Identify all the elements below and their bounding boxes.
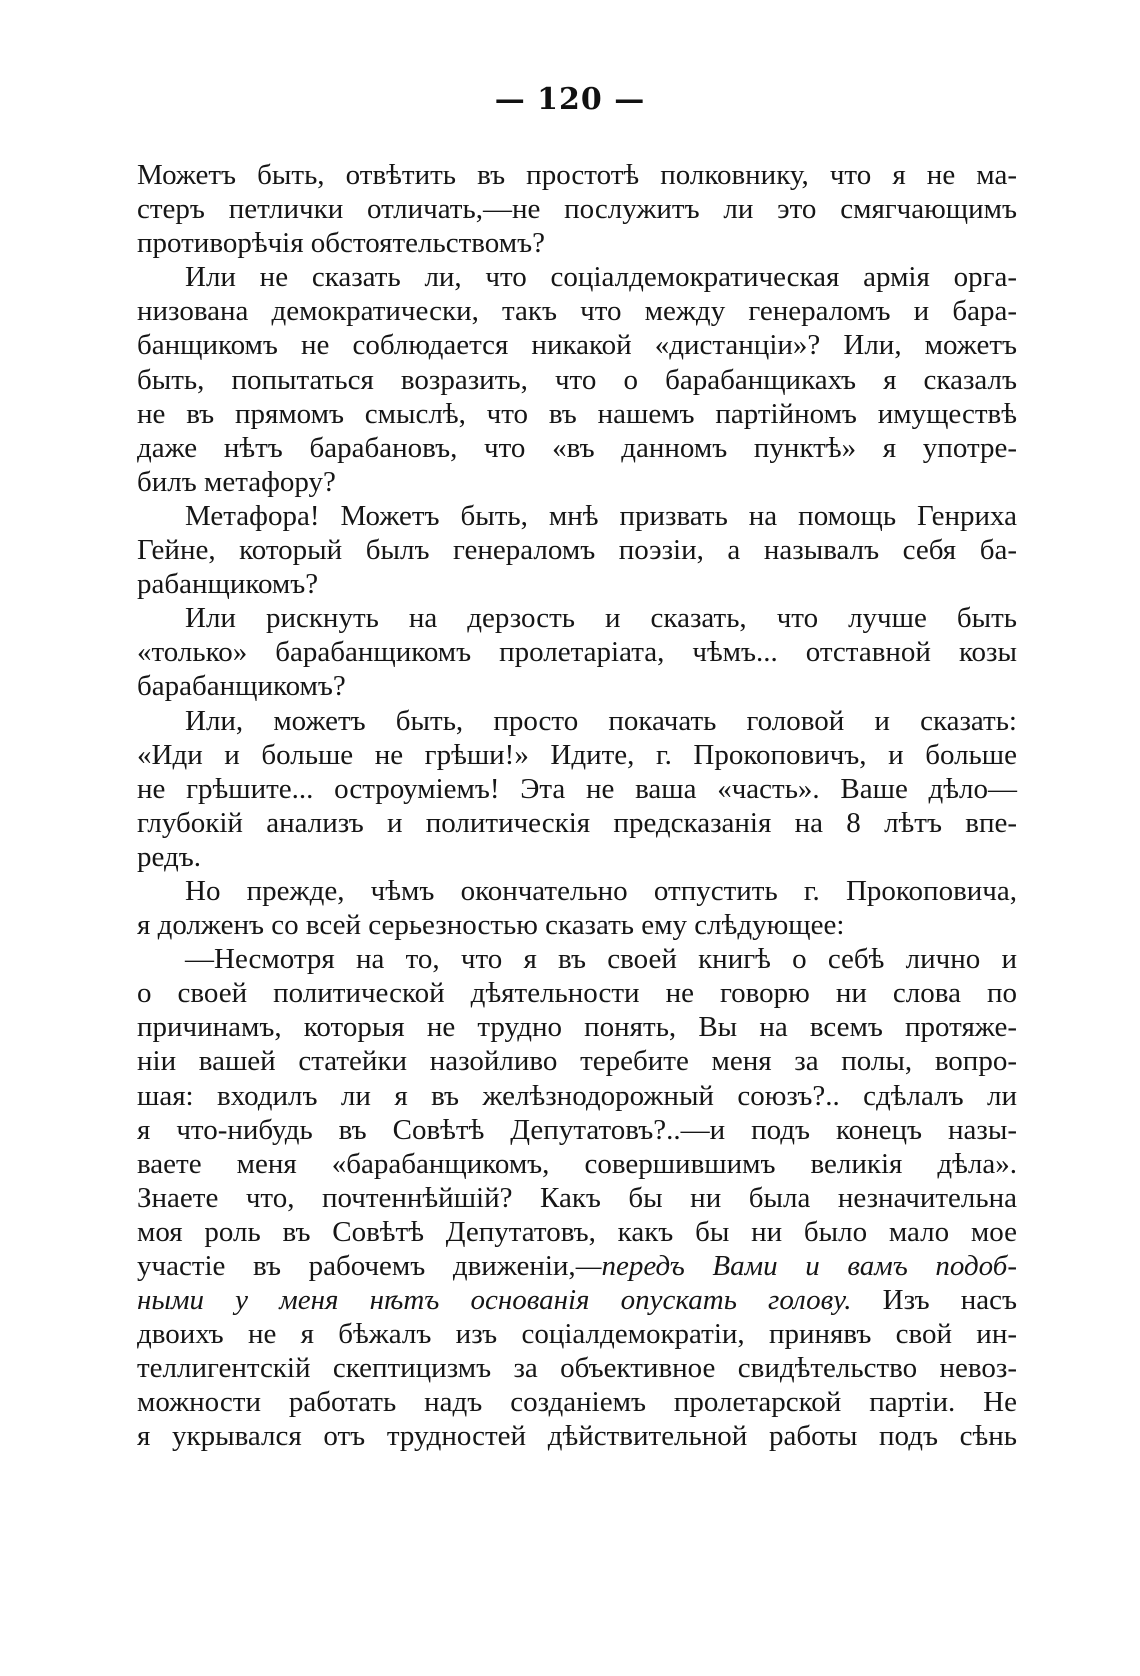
text-line: глубокій анализъ и политическія предсказанія на 8 лѣтъ впе- <box>137 806 1017 839</box>
text-line: банщикомъ не соблюдается никакой «дистанціи»? Или, можетъ <box>137 329 1017 362</box>
text-line: двоихъ не я бѣжалъ изъ соціалдемократіи, принявъ свой ин- <box>137 1318 1017 1351</box>
text-line: я что-нибудь въ Совѣтѣ Депутатовъ?..—и подъ конецъ назы- <box>137 1113 1017 1146</box>
text-line: барабанщикомъ? <box>137 670 346 703</box>
italic-emphasis: ными у меня нѣтъ основанія опускать голову. <box>137 1284 852 1317</box>
text-line: я укрывался отъ трудностей дѣйствительной работы подъ сѣнь <box>137 1420 1017 1453</box>
page-number: — 120 — <box>494 82 646 117</box>
italic-emphasis: —передъ Вами и вамъ подоб- <box>575 1250 1018 1282</box>
text-line: о своей политической дѣятельности не говорю ни слова по <box>137 977 1017 1010</box>
text-line: моя роль въ Совѣтѣ Депутатовъ, какъ бы ни было мало мое <box>137 1215 1017 1248</box>
text-line: Или рискнуть на дерзость и сказать, что лучше быть <box>185 602 1017 635</box>
text-line: ваете меня «барабанщикомъ, совершившимъ великія дѣла». <box>137 1147 1017 1180</box>
paragraph-1 <box>137 158 1017 260</box>
text-line: «только» барабанщикомъ пролетаріата, чѣмъ... отставной козы <box>137 636 1017 669</box>
text-line-mixed <box>137 1249 1017 1283</box>
text-line: можности работать надъ созданіемъ пролетарской партіи. Не <box>137 1386 1017 1419</box>
text-line-mixed <box>137 1283 1017 1317</box>
text-line: теллигентскій скептицизмъ за объективное свидѣтельство невоз- <box>137 1352 1017 1385</box>
text-line: я долженъ со всей серьезностью сказать ему слѣдующее: <box>137 909 845 942</box>
text-line: быть, попытаться возразить, что о барабанщикахъ я сказалъ <box>137 363 1017 396</box>
text-line: Гейне, который былъ генераломъ поэзіи, а называлъ себя ба- <box>137 534 1017 567</box>
roman-text: Изъ насъ <box>851 1284 1017 1317</box>
text-line: ніи вашей статейки назойливо теребите меня за полы, вопро- <box>137 1045 1017 1078</box>
text-line: редъ. <box>137 840 201 873</box>
text-line: Можетъ быть, отвѣтить въ простотѣ полковнику, что я не ма- <box>137 159 1017 191</box>
text-line: Или, можетъ быть, просто покачать головой и сказать: <box>185 704 1017 737</box>
text-line: Или не сказать ли, что соціалдемократическая армія орга- <box>185 261 1017 294</box>
text-line: шая: входилъ ли я въ желѣзнодорожный союзъ?.. сдѣлалъ ли <box>137 1079 1017 1112</box>
text-line: «Иди и больше не грѣши!» Идите, г. Прокоповичъ, и больше <box>137 738 1017 771</box>
text-line: Но прежде, чѣмъ окончательно отпустить г. Прокоповича, <box>185 874 1017 907</box>
paragraph-5 <box>137 704 1017 874</box>
text-line: Знаете что, почтеннѣйшій? Какъ бы ни была незначительна <box>137 1181 1017 1214</box>
body-text <box>137 158 1017 1454</box>
text-line: даже нѣтъ барабановъ, что «въ данномъ пунктѣ» я употре- <box>137 431 1017 464</box>
text-line: рабанщикомъ? <box>137 568 319 601</box>
paragraph-4 <box>137 601 1017 703</box>
text-line: противорѣчія обстоятельствомъ? <box>137 227 545 260</box>
text-line: стеръ петлички отличать,—не послужитъ ли это смягчающимъ <box>137 193 1017 226</box>
text-line: билъ метафору? <box>137 465 336 498</box>
paragraph-3 <box>137 499 1017 601</box>
paragraph-2 <box>137 260 1017 499</box>
text-line: Метафора! Можетъ быть, мнѣ призвать на помощь Генриха <box>185 499 1017 532</box>
text-line: не грѣшите... остроуміемъ! Эта не ваша «часть». Ваше дѣло— <box>137 772 1017 805</box>
text-line: не въ прямомъ смыслѣ, что въ нашемъ партійномъ имуществѣ <box>137 397 1017 430</box>
paragraph-6 <box>137 874 1017 942</box>
text-line: —Несмотря на то, что я въ своей книгѣ о себѣ лично и <box>185 943 1017 976</box>
text-line: низована демократически, такъ что между генераломъ и бара- <box>137 295 1017 328</box>
roman-text: участіе въ рабочемъ движеніи, <box>137 1250 576 1282</box>
text-line: причинамъ, которыя не трудно понять, Вы на всемъ протяже- <box>137 1011 1017 1044</box>
paragraph-7 <box>137 942 1017 1453</box>
